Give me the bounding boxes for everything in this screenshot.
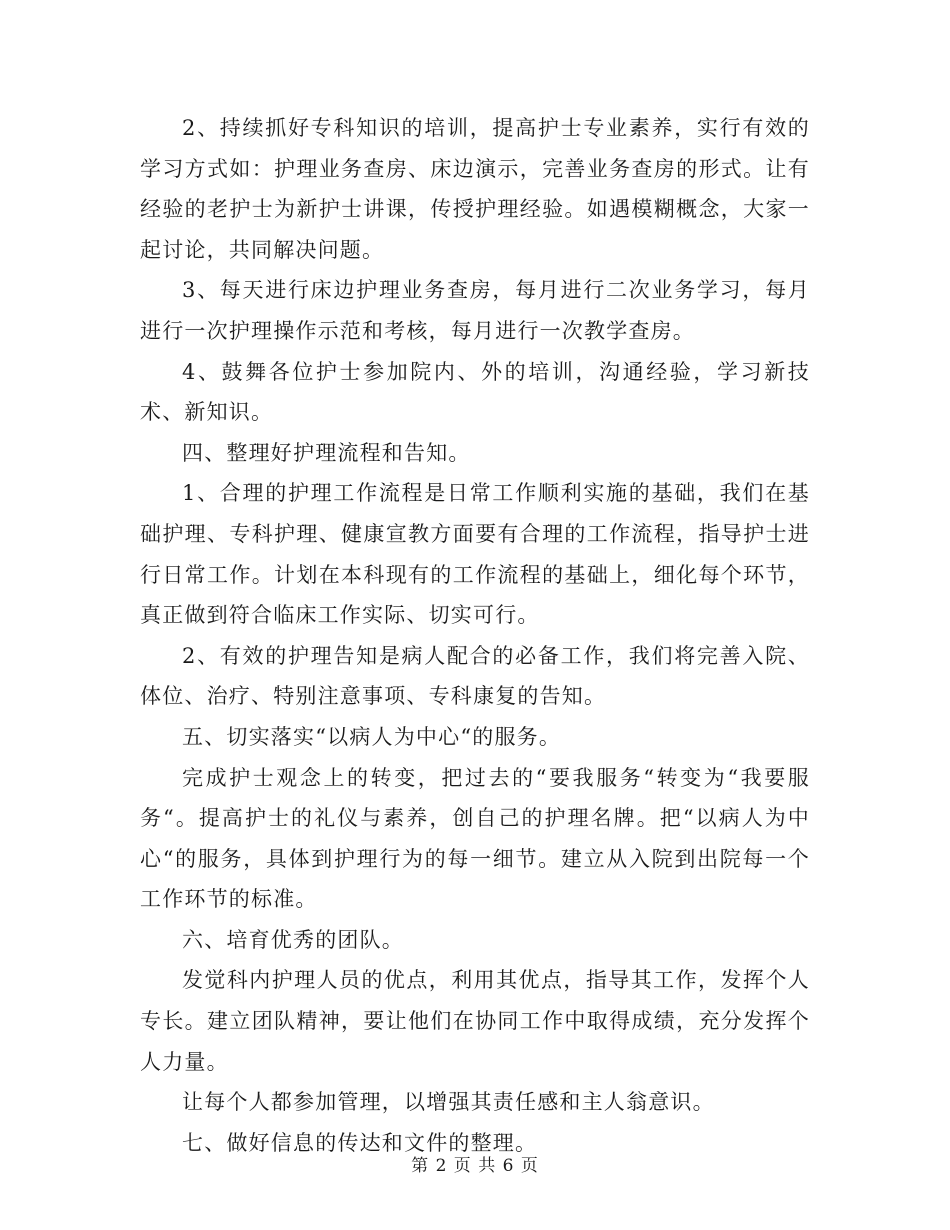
paragraph: 4、鼓舞各位护士参加院内、外的培训，沟通经验，学习新技术、新知识。 xyxy=(140,359,810,425)
section-heading: 七、做好信息的传达和文件的整理。 xyxy=(182,1130,538,1155)
section-heading: 五、切实落实“以病人为中心“的服务。 xyxy=(182,724,562,749)
paragraph: 2、有效的护理告知是病人配合的必备工作，我们将完善入院、体位、治疗、特别注意事项、专科康复的告知。 xyxy=(140,643,810,709)
paragraph: 2、持续抓好专科知识的培训，提高护士专业素养，实行有效的学习方式如：护理业务查房、床边演示，完善业务查房的形式。让有经验的老护士为新护士讲课，传授护理经验。如遇模糊概念，大家一起讨论，共同解决问题。 xyxy=(140,116,810,262)
paragraph: 发觉科内护理人员的优点，利用其优点，指导其工作，发挥个人专长。建立团队精神，要让他们在协同工作中取得成绩，充分发挥个人力量。 xyxy=(140,968,810,1074)
section-heading: 六、培育优秀的团队。 xyxy=(182,927,404,952)
paragraph: 3、每天进行床边护理业务查房，每月进行二次业务学习，每月进行一次护理操作示范和考核，每月进行一次教学查房。 xyxy=(140,278,810,343)
section-heading: 四、整理好护理流程和告知。 xyxy=(182,440,471,465)
paragraph: 完成护士观念上的转变，把过去的“要我服务“转变为“我要服务“。提高护士的礼仪与素养，创自己的护理名牌。把“以病人为中心“的服务，具体到护理行为的每一细节。建立从入院到出院每一个工作环节的标准。 xyxy=(140,765,810,912)
page-number-footer: 第 2 页 共 6 页 xyxy=(411,1156,539,1176)
document-body xyxy=(140,108,810,1163)
paragraph: 1、合理的护理工作流程是日常工作顺利实施的基础，我们在基础护理、专科护理、健康宣教方面要有合理的工作流程，指导护士进行日常工作。计划在本科现有的工作流程的基础上，细化每个环节，真正做到符合临床工作实际、切实可行。 xyxy=(140,481,810,628)
paragraph: 让每个人都参加管理，以增强其责任感和主人翁意识。 xyxy=(182,1090,715,1115)
